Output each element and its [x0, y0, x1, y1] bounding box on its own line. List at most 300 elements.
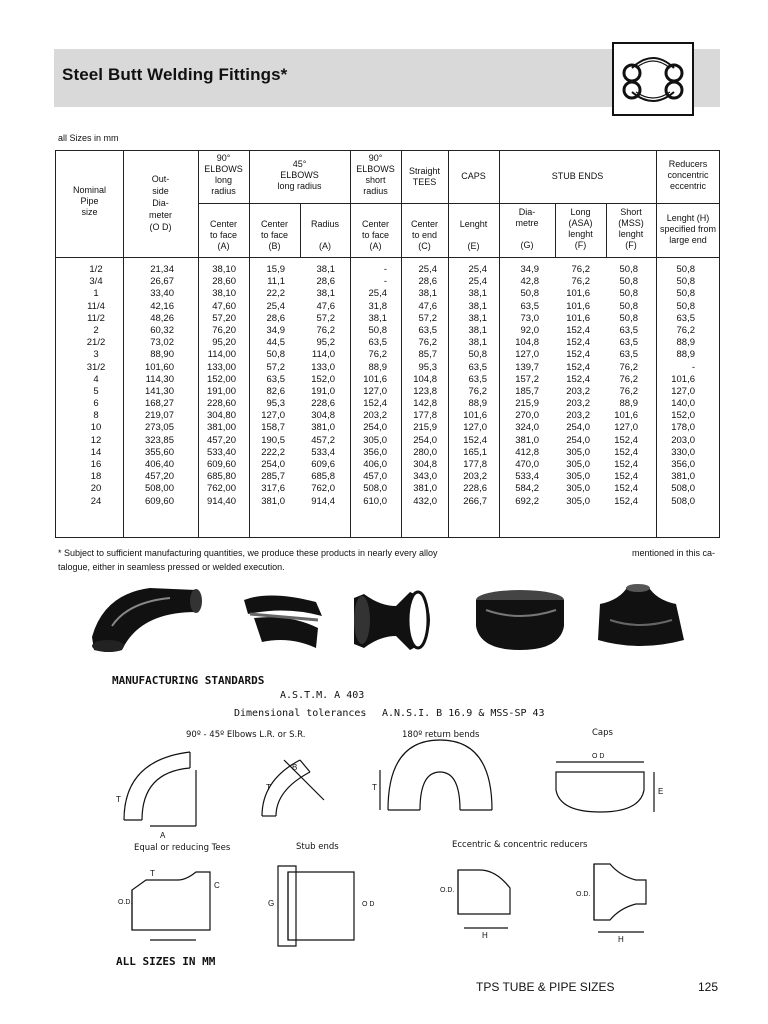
table-cell: 50,8: [676, 288, 695, 300]
table-cell: 33,40: [150, 288, 174, 300]
table-cell: 127,0: [363, 385, 387, 397]
table-cell: 533,4: [311, 446, 335, 458]
table-cell: 609,60: [206, 459, 236, 470]
table-cell: 88,9: [676, 349, 695, 361]
table-cell: 3/4: [89, 276, 103, 288]
table-cell: 95,2: [316, 337, 335, 349]
table-cell: 88,9: [368, 361, 387, 373]
table-cell: 152,4: [566, 349, 590, 361]
table-cell: 356,0: [363, 446, 387, 458]
table-cell: 254,0: [363, 422, 387, 434]
svg-text:C: C: [214, 881, 220, 890]
sub-a2: Center to face (A): [361, 219, 390, 251]
all-sizes-label: ALL SIZES IN MM: [116, 955, 216, 968]
table-cell: 152,4: [363, 398, 387, 410]
table-cell: 63,5: [368, 337, 387, 349]
table-cell: 88,9: [676, 337, 695, 349]
table-cell: 101,6: [614, 410, 638, 422]
table-cell: 381,0: [515, 434, 539, 446]
table-cell: 157,2: [515, 373, 539, 385]
table-cell: -: [383, 264, 387, 275]
table-cell: 127,0: [463, 422, 487, 434]
table-cell: 34,9: [520, 264, 539, 275]
table-cell: 406,0: [363, 459, 387, 470]
table-cell: 457,0: [363, 471, 387, 483]
table-cell: 406,40: [144, 459, 174, 470]
drawing-return-bend: [372, 740, 492, 810]
sub-h: Lenght (H) specified from large end: [659, 213, 717, 245]
table-cell: 381,00: [206, 422, 236, 434]
table-cell: 127,0: [515, 349, 539, 361]
label-caps: Caps: [592, 728, 613, 738]
table-cell: 356,0: [671, 459, 695, 470]
drawing-eccentric-reducer: [440, 870, 510, 940]
table-cell: 457,20: [206, 434, 236, 446]
table-cell: 381,0: [311, 422, 335, 434]
table-cell: 38,1: [468, 324, 487, 336]
table-cell: 57,2: [266, 361, 285, 373]
table-cell: 60,32: [150, 324, 174, 336]
table-cell: 76,2: [619, 373, 638, 385]
header-stub-ends: STUB ENDS: [551, 171, 604, 181]
table-cell: 5: [93, 385, 99, 397]
svg-text:E: E: [658, 787, 664, 796]
page-number: 125: [698, 980, 719, 994]
table-cell: 3: [93, 349, 99, 361]
table-cell: 34,9: [266, 324, 285, 336]
table-cell: 76,2: [619, 361, 638, 373]
table-cell: 152,4: [614, 483, 638, 495]
table-cell: 1/2: [89, 264, 103, 275]
table-cell: 44,5: [266, 337, 285, 349]
sub-g: Dia- metre (G): [515, 207, 539, 250]
table-cell: 15,9: [266, 264, 285, 275]
table-cell: 28,6: [418, 276, 437, 288]
table-cell: 50,8: [619, 300, 638, 312]
elbow-photo: [92, 588, 202, 652]
table-cell: 38,10: [212, 264, 236, 275]
table-cell: 305,0: [566, 495, 590, 507]
table-cell: 25,4: [368, 288, 387, 300]
table-cell: 22,2: [266, 288, 285, 300]
table-cell: 304,8: [311, 410, 335, 422]
table-cell: 152,4: [463, 434, 487, 446]
table-cell: 304,80: [206, 410, 236, 422]
table-cell: 152,00: [206, 373, 236, 385]
table-cell: 63,5: [468, 361, 487, 373]
table-cell: 50,8: [676, 300, 695, 312]
footnote-line1: * Subject to sufficient manufacturing quantities, we produce these products in nearly every alloy: [58, 548, 438, 558]
table-cell: 38,1: [468, 300, 487, 312]
table-cell: 88,9: [619, 398, 638, 410]
table-cell: 412,8: [515, 446, 539, 458]
table-cell: 324,0: [515, 422, 539, 434]
table-cell: 50,8: [368, 324, 387, 336]
table-cell: 762,0: [311, 483, 335, 495]
table-cell: 158,7: [261, 422, 285, 434]
table-cell: 228,60: [206, 398, 236, 410]
table-cell: 101,6: [463, 410, 487, 422]
table-cell: 141,30: [144, 385, 174, 397]
table-cell: 152,0: [311, 373, 335, 385]
table-cell: 914,4: [311, 495, 335, 507]
table-cell: 76,2: [676, 324, 695, 336]
svg-text:A: A: [160, 831, 166, 840]
label-reducers: Eccentric & concentric reducers: [452, 840, 588, 850]
table-cell: 432,0: [413, 495, 437, 507]
table-cell: 63,5: [676, 312, 695, 324]
table-cell: 304,8: [413, 459, 437, 470]
table-cell: 152,4: [566, 324, 590, 336]
table-cell: 508,0: [671, 483, 695, 495]
table-cell: 285,7: [261, 471, 285, 483]
table-cell: 10: [90, 422, 102, 434]
header-tees: Straight TEES: [408, 166, 441, 187]
table-cell: 25,4: [468, 264, 487, 275]
table-cell: 63,5: [619, 337, 638, 349]
svg-text:O D: O D: [592, 753, 605, 760]
reducer-photo: [598, 584, 684, 646]
table-cell: 76,2: [571, 276, 590, 288]
table-cell: 21/2: [86, 337, 106, 349]
table-cell: 82,6: [266, 385, 285, 397]
table-cell: 610,0: [363, 495, 387, 507]
svg-text:H: H: [482, 931, 488, 940]
table-cell: 6: [93, 398, 99, 410]
header-90-short: 90° ELBOWS short radius: [356, 153, 395, 196]
svg-text:T: T: [266, 783, 271, 792]
table-cell: 101,6: [566, 288, 590, 300]
units-note: all Sizes in mm: [58, 133, 119, 143]
table-cell: 92,0: [520, 324, 539, 336]
header-outside: Out- side Dia- meter (O D): [148, 174, 172, 232]
sub-b: Center to face (B): [260, 219, 289, 251]
table-cell: 25,4: [266, 300, 285, 312]
table-cell: 76,2: [316, 324, 335, 336]
table-cell: 330,0: [671, 446, 695, 458]
footer-title: TPS TUBE & PIPE SIZES: [476, 980, 615, 994]
table-cell: 317,6: [261, 483, 285, 495]
table-cell: 16: [90, 459, 102, 470]
table-cell: 95,20: [212, 337, 236, 349]
standards-dimensional: Dimensional tolerances: [234, 708, 367, 719]
svg-text:G: G: [268, 899, 275, 908]
table-cell: 76,2: [619, 385, 638, 397]
table-cell: 168,27: [144, 398, 174, 410]
table-cell: 38,1: [316, 264, 335, 275]
header-reducers: Reducers concentric eccentric: [667, 159, 709, 191]
header-90-long: 90° ELBOWS long radius: [204, 153, 243, 196]
svg-text:O D: O D: [362, 901, 375, 908]
table-cell: 12: [90, 434, 102, 446]
table-cell: 8: [93, 410, 99, 422]
table-cell: 191,0: [311, 385, 335, 397]
table-cell: 215,9: [515, 398, 539, 410]
table-cell: 104,8: [515, 337, 539, 349]
table-cell: 21,34: [150, 264, 174, 275]
table-cell: 508,0: [671, 495, 695, 507]
table-cell: 178,0: [671, 422, 695, 434]
table-cell: 343,0: [413, 471, 437, 483]
label-tees: Equal or reducing Tees: [134, 843, 231, 853]
table-cell: 114,30: [145, 373, 174, 385]
table-cell: 73,02: [150, 337, 174, 349]
table-cell: 215,9: [413, 422, 437, 434]
table-cell: 254,0: [413, 434, 437, 446]
table-cell: 101,6: [566, 312, 590, 324]
table-cell: 38,10: [212, 288, 236, 300]
table-cell: 47,60: [212, 300, 236, 312]
table-cell: 76,2: [468, 385, 487, 397]
table-cell: 381,0: [671, 471, 695, 483]
table-cell: 381,0: [261, 495, 285, 507]
table-cell: 76,20: [212, 324, 236, 336]
table-cell: 305,0: [566, 483, 590, 495]
standards-astm: A.S.T.M. A 403: [280, 690, 365, 701]
table-cell: 63,5: [520, 300, 539, 312]
table-cell: 127,0: [261, 410, 285, 422]
table-cell: 152,4: [566, 337, 590, 349]
table-cell: 63,5: [619, 324, 638, 336]
table-cell: 305,0: [566, 471, 590, 483]
table-cell: 28,60: [212, 276, 236, 288]
table-cell: 47,6: [316, 300, 335, 312]
table-cell: 50,8: [619, 264, 638, 275]
table-cell: 25,4: [418, 264, 437, 275]
table-cell: 355,60: [144, 446, 174, 458]
table-cell: 73,0: [520, 312, 539, 324]
table-cell: 18: [90, 471, 102, 483]
table-cell: 152,4: [614, 471, 638, 483]
table-cell: 533,40: [206, 446, 236, 458]
table-cell: 203,2: [566, 410, 590, 422]
table-cell: 127,0: [671, 385, 695, 397]
table-cell: 38,1: [468, 288, 487, 300]
table-cell: 4: [93, 373, 99, 385]
table-cell: 38,1: [316, 288, 335, 300]
svg-text:O.D.: O.D.: [440, 887, 455, 894]
cap-photo: [476, 590, 564, 650]
table-cell: 76,2: [368, 349, 387, 361]
table-cell: 88,90: [150, 349, 174, 361]
table-cell: 42,8: [520, 276, 539, 288]
table-cell: 57,2: [316, 312, 335, 324]
table-cell: 203,2: [463, 471, 487, 483]
table-cell: 142,8: [413, 398, 437, 410]
footnote-line2: talogue, either in seamless pressed or welded execution.: [58, 562, 285, 572]
table-cell: 152,0: [671, 410, 695, 422]
table-cell: 254,0: [566, 434, 590, 446]
table-cell: -: [691, 361, 695, 373]
table-cell: 152,4: [614, 434, 638, 446]
table-cell: 203,2: [363, 410, 387, 422]
table-cell: 165,1: [463, 446, 487, 458]
sub-mss: Short (MSS) lenght (F): [618, 207, 644, 250]
table-cell: 101,6: [363, 373, 387, 385]
table-cell: 38,1: [418, 288, 437, 300]
table-cell: 190,5: [261, 434, 285, 446]
drawing-elbow-45: [262, 760, 324, 816]
table-cell: 508,0: [363, 483, 387, 495]
table-cell: 25,4: [468, 276, 487, 288]
table-cell: 28,6: [316, 276, 335, 288]
table-cell: 152,4: [614, 495, 638, 507]
sub-asa: Long (ASA) lenght (F): [568, 207, 593, 250]
table-cell: 95,3: [266, 398, 285, 410]
svg-text:B: B: [292, 763, 298, 772]
table-cell: 47,6: [418, 300, 437, 312]
table-cell: 57,20: [212, 312, 236, 324]
table-cell: 42,16: [150, 300, 174, 312]
table-cell: 685,80: [206, 471, 236, 483]
table-cell: 85,7: [418, 349, 437, 361]
table-cell: 63,5: [619, 349, 638, 361]
table-cell: 38,1: [468, 337, 487, 349]
table-cell: 533,4: [515, 471, 539, 483]
table-cell: 692,2: [515, 495, 539, 507]
table-cell: 270,0: [515, 410, 539, 422]
table-cell: 280,0: [413, 446, 437, 458]
table-cell: 381,0: [413, 483, 437, 495]
table-cell: 48,26: [150, 312, 174, 324]
table-cell: 1: [93, 288, 99, 300]
table-cell: 50,8: [676, 264, 695, 275]
svg-text:T: T: [116, 795, 121, 804]
table-cell: 139,7: [515, 361, 539, 373]
tee-photo: [354, 592, 430, 650]
table-cell: 76,2: [571, 264, 590, 275]
table-cell: 11,1: [267, 276, 285, 288]
table-cell: 222,2: [261, 446, 285, 458]
table-cell: 219,07: [144, 410, 174, 422]
table-cell: 114,0: [311, 349, 335, 361]
table-cell: 323,85: [144, 434, 174, 446]
table-cell: 305,0: [566, 446, 590, 458]
table-cell: 101,60: [144, 361, 174, 373]
table-cell: 50,8: [619, 276, 638, 288]
table-cell: 50,8: [266, 349, 285, 361]
table-cell: 95,3: [418, 361, 437, 373]
svg-text:T: T: [372, 783, 377, 792]
svg-text:H: H: [618, 935, 624, 944]
table-cell: 152,4: [614, 459, 638, 470]
table-cell: 57,2: [418, 312, 437, 324]
table-cell: 24: [90, 495, 102, 507]
label-stub-ends: Stub ends: [296, 842, 339, 852]
table-cell: 609,60: [144, 495, 174, 507]
table-cell: 254,0: [261, 459, 285, 470]
table-cell: 203,2: [566, 398, 590, 410]
table-cell: 508,00: [144, 483, 174, 495]
table-cell: 20: [90, 483, 102, 495]
svg-text:O.D.: O.D.: [118, 899, 133, 906]
table-cell: 203,2: [566, 385, 590, 397]
table-cell: 254,0: [566, 422, 590, 434]
table-cell: 31,8: [368, 300, 387, 312]
table-cell: 101,6: [671, 373, 695, 385]
standards-title: MANUFACTURING STANDARDS: [112, 674, 265, 687]
table-cell: 76,2: [418, 337, 437, 349]
table-cell: 28,6: [266, 312, 285, 324]
table-cell: 914,40: [206, 495, 236, 507]
drawing-stub-end: [268, 866, 374, 946]
table-cell: 63,5: [468, 373, 487, 385]
table-cell: 50,8: [619, 288, 638, 300]
table-cell: 266,7: [463, 495, 487, 507]
page-title: Steel Butt Welding Fittings*: [62, 65, 288, 84]
table-cell: 685,8: [311, 471, 335, 483]
table-cell: 63,5: [266, 373, 285, 385]
table-cell: 191,00: [206, 385, 236, 397]
table-cell: 50,8: [676, 276, 695, 288]
table-cell: 305,0: [363, 434, 387, 446]
table-cell: 584,2: [515, 483, 539, 495]
table-cell: 133,00: [206, 361, 236, 373]
table-cell: 31/2: [86, 361, 106, 373]
table-cell: 177,8: [463, 459, 487, 470]
table-cell: 228,6: [463, 483, 487, 495]
header-caps: CAPS: [461, 171, 486, 181]
table-cell: 609,6: [311, 459, 335, 470]
label-elbows: 90º - 45º Elbows L.R. or S.R.: [186, 730, 306, 740]
table-cell: 140,0: [671, 398, 695, 410]
table-cell: 63,5: [418, 324, 437, 336]
table-cell: 203,0: [671, 434, 695, 446]
header-45: 45° ELBOWS long radius: [277, 159, 322, 191]
drawing-elbow-90: [116, 752, 196, 840]
table-cell: 50,8: [520, 288, 539, 300]
table-cell: 470,0: [515, 459, 539, 470]
table-cell: 104,8: [413, 373, 437, 385]
table-cell: 38,1: [468, 312, 487, 324]
sub-c: Center to end (C): [410, 219, 438, 251]
table-cell: 177,8: [413, 410, 437, 422]
sub-a1: Center to face (A): [209, 219, 238, 251]
svg-text:O.D.: O.D.: [576, 891, 591, 898]
table-cell: 127,0: [614, 422, 638, 434]
standards-ansi: A.N.S.I. B 16.9 & MSS-SP 43: [382, 708, 545, 719]
table-cell: 457,20: [144, 471, 174, 483]
sub-radius: Radius (A): [310, 219, 339, 251]
sub-e: Lenght (E): [459, 219, 488, 251]
svg-text:T: T: [150, 869, 155, 878]
table-cell: 152,4: [614, 446, 638, 458]
header-nominal: Nominal Pipe size: [72, 185, 106, 217]
table-cell: 228,6: [311, 398, 335, 410]
drawing-cap: [556, 753, 663, 812]
table-cell: 2: [93, 324, 99, 336]
table-cell: 305,0: [566, 459, 590, 470]
table-cell: 152,4: [566, 361, 590, 373]
elbow-45-photo: [244, 595, 322, 648]
table-cell: 273,05: [144, 422, 174, 434]
table-cell: 185,7: [515, 385, 539, 397]
table-cell: 152,4: [566, 373, 590, 385]
table-cell: 50,8: [468, 349, 487, 361]
table-cell: 88,9: [468, 398, 487, 410]
table-cell: 38,1: [368, 312, 387, 324]
table-cell: 101,6: [566, 300, 590, 312]
table-cell: -: [383, 276, 387, 288]
table-cell: 11/4: [87, 300, 105, 312]
drawing-tee: [118, 869, 220, 940]
drawing-concentric-reducer: [576, 864, 646, 944]
table-cell: 26,67: [150, 276, 174, 288]
table-cell: 50,8: [619, 312, 638, 324]
table-cell: 11/2: [87, 312, 105, 324]
table-cell: 123,8: [413, 385, 437, 397]
table-cell: 457,2: [311, 434, 335, 446]
